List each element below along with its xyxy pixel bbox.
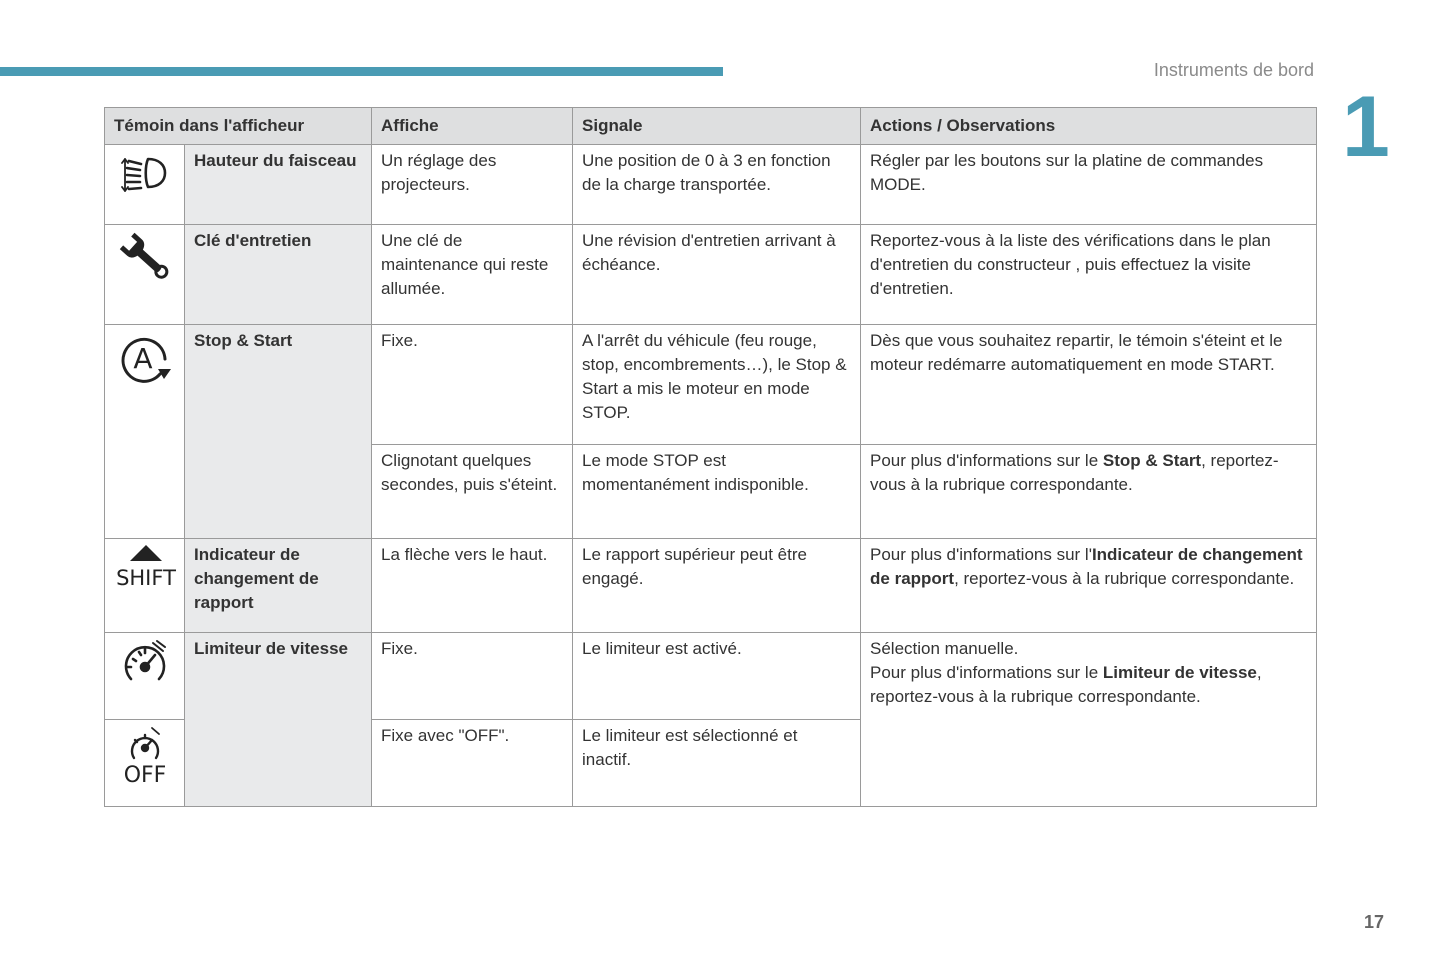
svg-text:A: A	[132, 342, 153, 375]
speed-limiter-icon	[114, 637, 175, 689]
signale-cell: Une position de 0 à 3 en fonction de la charge transportée.	[573, 145, 861, 225]
off-label: OFF	[123, 763, 166, 786]
affiche-cell: Un réglage des projecteurs.	[372, 145, 573, 225]
actions-bold-text: Limiteur de vitesse	[1102, 663, 1257, 682]
affiche-cell: Fixe.	[372, 325, 573, 445]
affiche-cell: Fixe avec "OFF".	[372, 720, 573, 807]
indicator-name: Clé d'entretien	[185, 225, 372, 325]
actions-text: Pour plus d'informations sur le	[870, 663, 1103, 682]
signale-cell: Le rapport supérieur peut être engagé.	[573, 539, 861, 633]
actions-bold-text: Indicateur de changement de rapport	[870, 545, 1303, 588]
indicator-name: Limiteur de vitesse	[185, 633, 372, 807]
warning-lights-table	[104, 107, 1317, 807]
affiche-cell: Une clé de maintenance qui reste allumée.	[372, 225, 573, 325]
column-header: Témoin dans l'afficheur	[105, 108, 372, 145]
actions-cell: Reportez-vous à la liste des vérifications dans le plan d'entretien du constructeur , puis effectuez la visite d'entretien.	[861, 225, 1317, 325]
icon-cell	[105, 325, 185, 539]
page-number: 17	[1364, 912, 1385, 932]
actions-cell: Dès que vous souhaitez repartir, le témoin s'éteint et le moteur redémarre automatiquement en mode START.	[861, 325, 1317, 445]
actions-text: Sélection manuelle.	[870, 639, 1019, 658]
actions-bold-text: Stop & Start	[1102, 451, 1202, 470]
affiche-cell: La flèche vers le haut.	[372, 539, 573, 633]
signale-cell: Le limiteur est sélectionné et inactif.	[573, 720, 861, 807]
shift-indicator-icon	[114, 543, 175, 589]
icon-cell	[105, 633, 185, 720]
actions-cell	[861, 445, 1317, 539]
headlamp-beam-height-icon	[114, 149, 175, 197]
wrench-icon	[114, 229, 175, 285]
actions-cell	[861, 633, 1317, 807]
signale-cell: A l'arrêt du véhicule (feu rouge, stop, encombrements…), le Stop & Start a mis le moteur en mode STOP.	[573, 325, 861, 445]
table-header-row	[105, 108, 1317, 145]
table-row	[105, 325, 1317, 445]
actions-text: Pour plus d'informations sur l'	[870, 545, 1092, 564]
actions-text: , reportez-vous à la rubrique correspondante.	[870, 451, 1279, 494]
section-title: Instruments de bord	[1153, 60, 1314, 80]
stop-start-icon	[114, 329, 175, 387]
actions-cell	[861, 539, 1317, 633]
actions-text: , reportez-vous à la rubrique correspondante.	[954, 569, 1295, 588]
column-header: Affiche	[372, 108, 573, 145]
affiche-cell: Clignotant quelques secondes, puis s'éteint.	[372, 445, 573, 539]
indicator-name: Hauteur du faisceau	[185, 145, 372, 225]
icon-cell	[105, 225, 185, 325]
shift-label: SHIFT	[116, 566, 176, 589]
column-header: Signale	[573, 108, 861, 145]
speed-limiter-off-icon	[114, 724, 175, 786]
table-row	[105, 145, 1317, 225]
icon-cell	[105, 145, 185, 225]
actions-text: Pour plus d'informations sur le	[870, 451, 1103, 470]
table-row	[105, 633, 1317, 720]
actions-text: , reportez-vous à la rubrique correspondante.	[870, 663, 1262, 706]
table-row	[105, 539, 1317, 633]
header-accent-bar	[0, 67, 723, 76]
signale-cell: Le limiteur est activé.	[573, 633, 861, 720]
table-row	[105, 225, 1317, 325]
affiche-cell: Fixe.	[372, 633, 573, 720]
icon-cell	[105, 539, 185, 633]
icon-cell	[105, 720, 185, 807]
indicator-name: Indicateur de changement de rapport	[185, 539, 372, 633]
signale-cell: Une révision d'entretien arrivant à échéance.	[573, 225, 861, 325]
signale-cell: Le mode STOP est momentanément indisponible.	[573, 445, 861, 539]
actions-cell: Régler par les boutons sur la platine de commandes MODE.	[861, 145, 1317, 225]
chapter-number: 1	[1342, 79, 1390, 175]
column-header: Actions / Observations	[861, 108, 1317, 145]
indicator-name: Stop & Start	[185, 325, 372, 539]
